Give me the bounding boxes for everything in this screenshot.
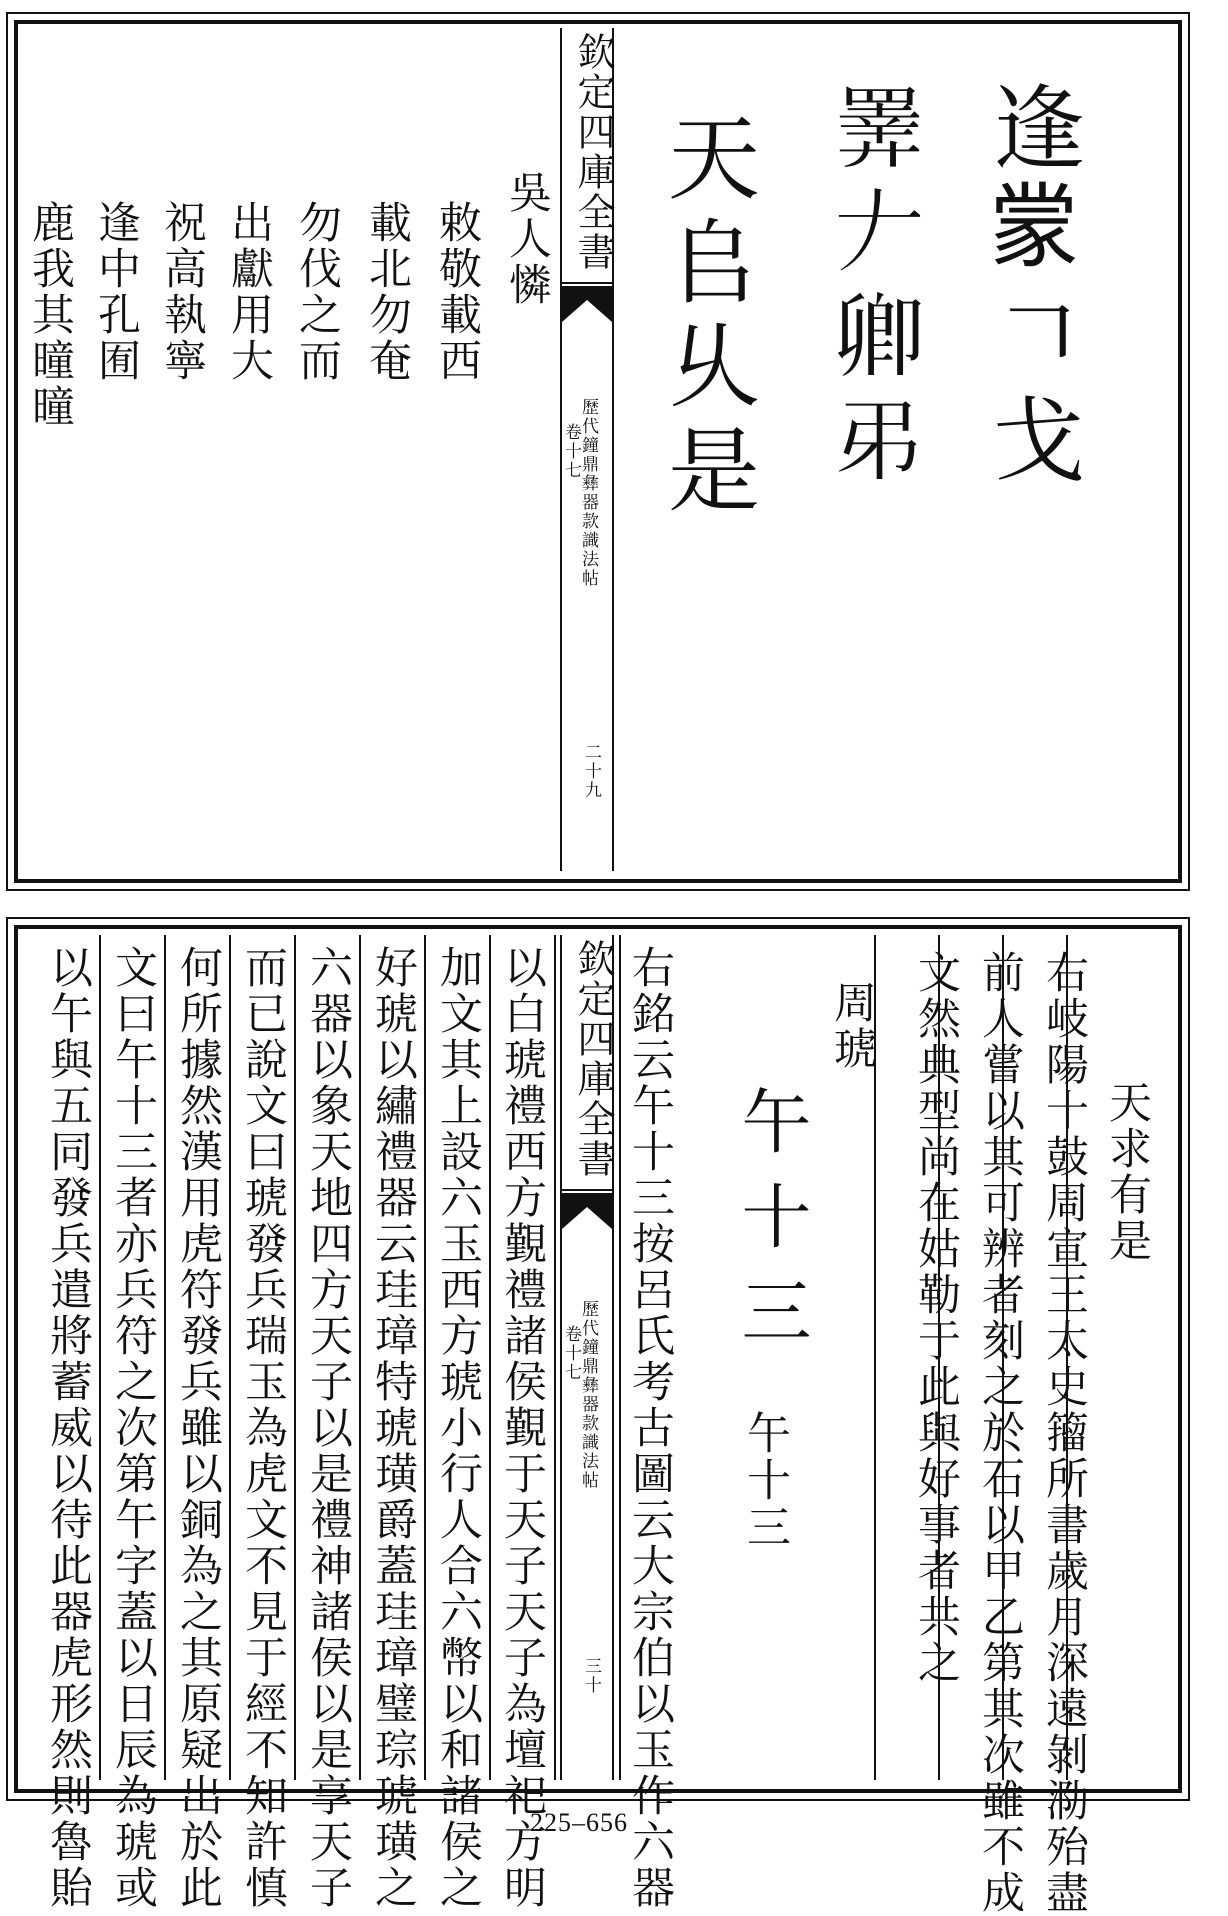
text-column-2: 敕敬載西 [432, 200, 482, 384]
bottom-banxin [560, 935, 614, 1780]
colophon-column-2: 右岐陽十鼓周宣王太史籀所書歲月深遠剝泐殆盡 [1039, 950, 1089, 1916]
glyph-modern: 午十三 [739, 1410, 790, 1551]
banxin-page: 三十 [581, 1657, 601, 1695]
banxin-title: 歷代鐘鼎彝器款識法帖 [578, 1300, 598, 1490]
commentary-column-5: 六器以象天地四方天子以是禮神諸侯以是享天子 [303, 945, 353, 1911]
commentary-column-6: 而已說文曰琥發兵瑞玉為虎文不見于經不知許慎 [238, 945, 288, 1911]
colophon-column-1: 天求有是 [1102, 1080, 1152, 1264]
commentary-column-3: 加文其上設六玉西方琥小行人合六幣以和諸侯之 [433, 945, 483, 1911]
banxin-volume: 卷十七 [561, 423, 581, 480]
text-column-3: 載北勿奄 [362, 200, 412, 384]
top-banxin [560, 28, 614, 871]
commentary-column-9: 以午與五同發兵遣將蓄威以待此器虎形然則魯貽 [43, 945, 93, 1911]
text-column-8: 鹿我其曈曈 [25, 200, 75, 430]
colophon-column-4: 文然典型尚在姑勒于此與好事者共之 [911, 950, 961, 1686]
banxin-page: 二十九 [581, 743, 601, 800]
banxin-header: 欽定四庫全書 [562, 935, 612, 1191]
commentary-column-8: 文曰午十三者亦兵符之次第午字蓋以日辰為琥或 [108, 945, 158, 1911]
commentary-column-7: 何所據然漢用虎符發兵雖以銅為之其原疑出於此 [173, 945, 223, 1911]
seal-column-2: 𢍰𠂇卿𢎨 [823, 80, 930, 496]
glyph-seal: 午十三 [730, 1085, 812, 1370]
banxin-title: 歷代鐘鼎彝器款識法帖 [578, 398, 598, 588]
text-column-7: 逢中孔囿 [91, 200, 141, 384]
seal-column-3: 天𠂤乆是 [653, 110, 760, 526]
commentary-column-4: 好琥以繡禮器云珪璋特琥璜爵蓋珪璋璧琮琥璜之 [368, 945, 418, 1911]
commentary-column-1: 右銘云午十三按呂氏考古圖云大宗伯以玉作六器 [625, 945, 675, 1911]
banxin-volume: 卷十七 [561, 1325, 581, 1382]
text-column-6: 祝高執寧 [157, 200, 207, 384]
text-column-5: 出獻用大 [224, 200, 274, 384]
item-title: 周琥 [827, 980, 877, 1072]
seal-column-1: 逢𫎇𠃍戈 [978, 80, 1085, 496]
banxin-header: 欽定四庫全書 [562, 28, 612, 284]
colophon-column-3: 前人嘗以其可辨者刻之於石以甲乙第其次雖不成 [975, 950, 1025, 1916]
fish-tail-icon [562, 1193, 612, 1229]
commentary-column-2: 以白琥禮西方覲禮諸侯覲于天子天子為壇祀方明 [497, 945, 547, 1911]
fish-tail-icon [562, 286, 612, 322]
text-column-4: 勿伐之而 [292, 200, 342, 384]
text-column-1: 吳人憐 [502, 170, 552, 308]
page-number: 225–656 [530, 1808, 628, 1837]
